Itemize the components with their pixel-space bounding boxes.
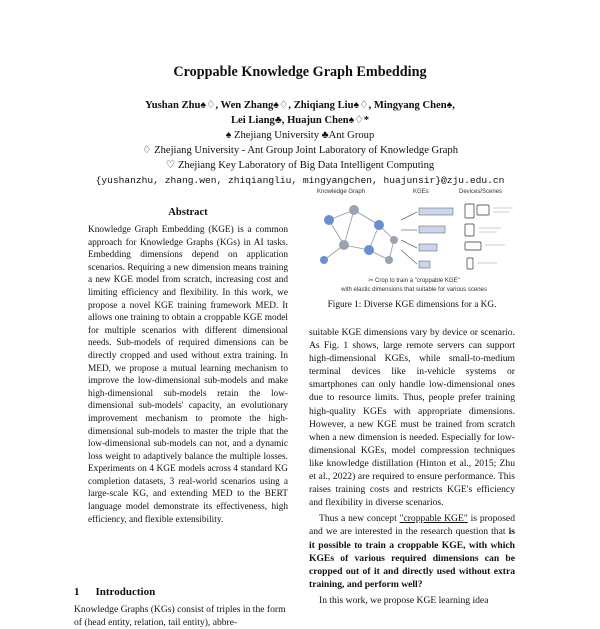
- kg-node: [374, 220, 384, 230]
- section-number: 1: [74, 586, 80, 598]
- kg-node: [349, 205, 359, 215]
- kg-node: [390, 236, 398, 244]
- author-emails: {yushanzhu, zhang.wen, zhiqiangliu, mingyangchen, huajunsir}@zju.edu.cn: [95, 175, 505, 186]
- kg-nodes: [320, 205, 398, 264]
- kg-node: [320, 256, 328, 264]
- figure-label-devices: Devices/Scenes: [459, 189, 503, 195]
- kg-to-kge-arrows: [401, 212, 417, 264]
- kg-node: [385, 256, 393, 264]
- server-icon: [465, 204, 474, 218]
- figure-label-kges: KGEs: [413, 189, 429, 195]
- device-icons: [465, 204, 489, 269]
- kge-bar: [419, 226, 445, 233]
- kge-bar: [419, 261, 430, 268]
- kge-bar: [419, 208, 453, 215]
- section-title: Introduction: [95, 586, 156, 598]
- kg-edges: [324, 210, 394, 260]
- kge-embedding-bars: [419, 208, 453, 268]
- authors-line-2: Lei Liang♣, Huajun Chen♠♢*: [230, 115, 370, 126]
- smartphone-icon: [467, 258, 473, 269]
- figure-1-diagram: [309, 190, 519, 280]
- croppable-kge-link[interactable]: "croppable KGE": [399, 513, 468, 525]
- right-column-text: [309, 326, 515, 607]
- section-heading-introduction: [74, 586, 171, 598]
- figure-subtitle-2: with elastic dimensions that suitable for various scenes: [341, 287, 487, 293]
- tablet-icon: [465, 224, 474, 236]
- paragraph-fragment: is proposed and we are interested in the research question that: [309, 513, 515, 538]
- figure-caption: Figure 1: Diverse KGE dimensions for a KG.: [327, 300, 497, 310]
- authors-line-1: Yushan Zhu♠♢, Wen Zhang♠♢, Zhiqiang Liu♠♢, Mingyang Chen♠,: [145, 100, 455, 111]
- affiliation-3: ♡ Zhejiang Key Laboratory of Big Data Intelligent Computing: [165, 160, 435, 171]
- kg-node: [339, 240, 349, 250]
- paragraph: In this work, we propose KGE learning idea: [319, 594, 489, 606]
- abstract-heading: Abstract: [168, 207, 208, 218]
- kg-node: [364, 245, 374, 255]
- affiliation-1: ♠ Zhejiang University ♣Ant Group: [225, 130, 375, 141]
- monitor-icon: [477, 205, 489, 215]
- figure-label-kg: Knowledge Graph: [317, 189, 366, 195]
- author-block: [0, 98, 600, 188]
- kge-bar: [419, 244, 437, 251]
- figure-1: [309, 190, 519, 315]
- paragraph-fragment: Thus a new concept: [319, 513, 400, 525]
- research-question: is it possible to train a croppable KGE, with which KGEs of various required dimensions can be cropped out of it and directly used without extra training, and perform well?: [309, 526, 515, 590]
- affiliation-2: ♢ Zhejiang University - Ant Group Joint Laboratory of Knowledge Graph: [141, 145, 459, 156]
- figure-subtitle-1: ✂ Crop to train a "croppable KGE": [368, 278, 460, 284]
- kg-node: [324, 215, 334, 225]
- abstract-text: Knowledge Graph Embedding (KGE) is a common approach for Knowledge Graphs (KGs) in AI tasks. Embedding dimensions depend on application scenarios. Requiring a new dimension means training a new KGE model from scratch, increasing cost and limiting efficiency and flexibility. In this work, we propose a novel KGE training framework MED. It allows one training to obtain a croppable KGE model for multiple scenarios with different dimensional needs. Sub-models of required dimensions can be directly cropped and used without extra training. In MED, we propose a mutual learning mechanism to improve the low-dimensional sub-models and make high-dimensional sub-models retain the low-dimensional sub-models' capacity, an evolutionary improvement mechanism to promote the high-dimensional sub-models to master the triple that the low-dimensional sub-models can not, and a dynamic loss weight to adaptively balance the multiple losses. Experiments on 4 KGE models across 4 standard KG completion datasets, 3 real-world scenarios using a large-scale KG, and extending MED to the BERT language model demonstrate its effectiveness, high efficiency, and flexible extensibility.: [88, 225, 288, 525]
- vehicle-system-icon: [465, 242, 481, 250]
- paper-title: Croppable Knowledge Graph Embedding: [173, 64, 427, 80]
- introduction-text: Knowledge Graphs (KGs) consist of triples in the form of (head entity, relation, tail entity), abbre-: [74, 604, 286, 628]
- device-text-lines: [477, 208, 513, 263]
- paragraph: [309, 512, 515, 591]
- paragraph: suitable KGE dimensions vary by device or scenario. As Fig. 1 shows, large remote servers can support high-dimensional KGEs, while small-to-medium terminal devices like in-vehicle systems or smartphones can only handle low-dimensional ones due to resource limits. Thus, people prefer training high-quality KGEs with appropriate dimensions. However, a new KGE must be trained from scratch when a new dimension is needed. Especially for low-dimensional KGEs, model compression techniques like knowledge distillation (Hinton et al., 2015; Zhu et al., 2022) are required to ensure performance. This raises training costs and restricts KGE's efficiency and flexibility in diverse scenarios.: [309, 327, 515, 509]
